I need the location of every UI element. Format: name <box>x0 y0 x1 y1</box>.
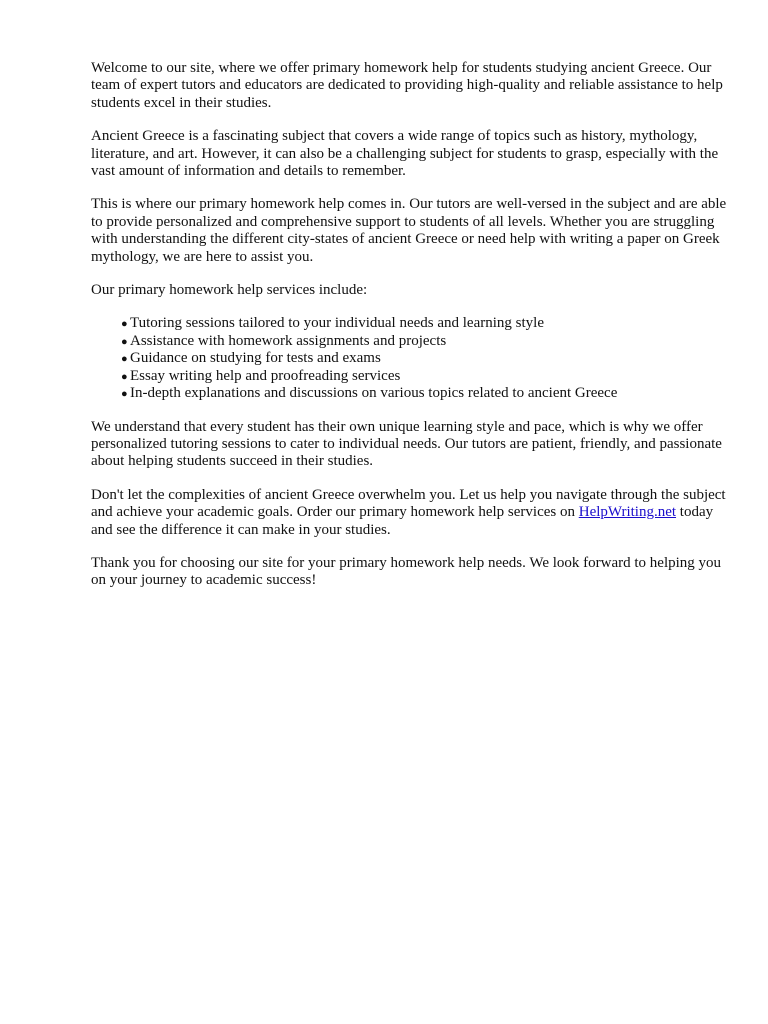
helpwriting-link[interactable]: HelpWriting.net <box>578 504 677 521</box>
bullet-icon: ● <box>121 370 128 383</box>
subject-paragraph: Ancient Greece is a fascinating subject that covers a wide range of topics such as history, mythology, literature, and art. However, it can also be a challenging subject for students to grasp, especially with the vast amount of information and details to remember. <box>91 128 719 180</box>
bullet-icon: ● <box>121 388 128 401</box>
help-paragraph: This is where our primary homework help comes in. Our tutors are well-versed in the subject and are able to provide personalized and comprehensive support to students of all levels. Whether you are struggling with understanding the different city-states of ancient Greece or need help with writing a paper on Greek mythology, we are here to assist you. <box>91 196 727 265</box>
list-item <box>121 368 731 385</box>
intro-paragraph: Welcome to our site, where we offer primary homework help for students studying ancient Greece. Our team of expert tutors and educators are dedicated to providing high-quality and reliable assistance to help students excel in their studies. <box>91 60 723 111</box>
list-item <box>121 350 731 367</box>
services-heading: Our primary homework help services include: <box>91 282 368 299</box>
list-item-text: In-depth explanations and discussions on various topics related to ancient Greece <box>130 385 618 402</box>
list-item-text: Tutoring sessions tailored to your individual needs and learning style <box>130 315 544 332</box>
order-paragraph <box>91 487 731 539</box>
list-item-text: Essay writing help and proofreading services <box>130 367 401 384</box>
bullet-icon: ● <box>121 335 128 348</box>
order-text-before: Don't let the complexities of ancient Greece overwhelm you. Let us help you navigate through the subject and achieve your academic goals. Order our primary homework help services on <box>91 486 726 521</box>
personalized-paragraph: We understand that every student has their own unique learning style and pace, which is why we offer personalized tutoring sessions to cater to individual needs. Our tutors are patient, friendly, and passionate about helping students succeed in their studies. <box>91 418 722 470</box>
list-item-text: Assistance with homework assignments and projects <box>130 332 447 349</box>
thank-you-paragraph: Thank you for choosing our site for your primary homework help needs. We look forward to helping you on your journey to academic success! <box>91 554 722 589</box>
bullet-icon: ● <box>121 318 128 331</box>
document-body <box>91 60 731 606</box>
list-item <box>121 333 731 350</box>
list-item <box>121 385 731 402</box>
list-item-text: Guidance on studying for tests and exams <box>130 350 381 367</box>
bullet-icon: ● <box>121 353 128 366</box>
order-text-after: today and see the difference it can make in your studies. <box>91 504 714 538</box>
list-item <box>121 315 731 332</box>
services-list <box>91 315 731 402</box>
